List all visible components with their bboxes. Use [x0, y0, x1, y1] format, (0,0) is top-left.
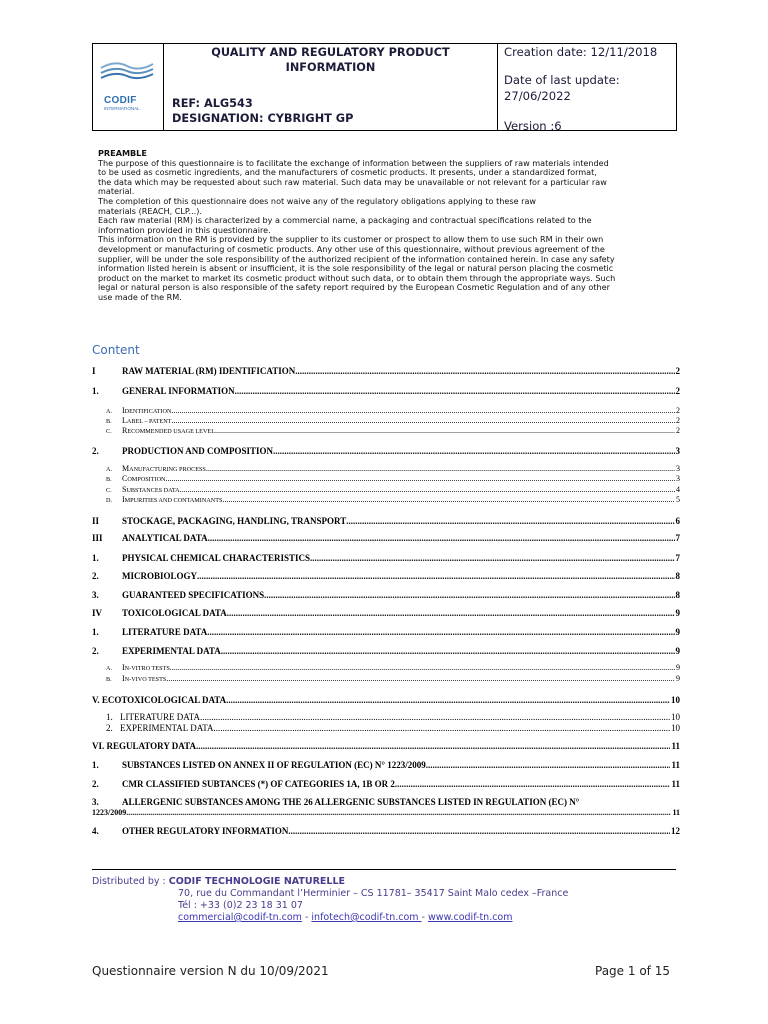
toc-leader [200, 712, 670, 722]
toc-leader [264, 590, 674, 600]
toc-number: B. [106, 476, 112, 483]
website-link[interactable]: www.codif-tn.com [428, 912, 513, 923]
toc-label: MICROBIOLOGY [122, 571, 198, 581]
distributed-by: Distributed by : CODIF TECHNOLOGIE NATURELLE [92, 876, 346, 887]
company-name: CODIF TECHNOLOGIE NATURELLE [168, 876, 346, 887]
toc-label: LITERATURE DATA [120, 712, 201, 722]
preamble-line: product on the market to market its cosmetic product without such data, or to obtain them through the appropriate ways. Such [98, 272, 616, 283]
toc-entry[interactable] [92, 712, 680, 722]
toc-page: 11 [671, 779, 680, 789]
toc-number: 3. [92, 590, 99, 600]
toc-page: 10 [671, 695, 680, 705]
toc-page: 2 [676, 406, 680, 415]
toc-page: 3 [675, 446, 680, 456]
toc-number: C. [106, 487, 112, 494]
creation-date: Creation date: 12/11/2018 [504, 45, 658, 59]
toc-label: PHYSICAL CHEMICAL CHARACTERISTICS [122, 553, 311, 563]
toc-entry[interactable] [92, 426, 680, 435]
company-address: 70, rue du Commandant l’Herminier – CS 11781– 35417 Saint Malo cedex –France [178, 888, 569, 899]
toc-page: 9 [675, 608, 680, 618]
toc-label: CMR CLASSIFIED SUBTANCES (*) OF CATEGORIES 1A, 1B OR 2 [122, 779, 395, 789]
email-infotech-link[interactable]: infotech@codif-tn.com [311, 912, 422, 923]
toc-number: III [92, 533, 103, 543]
toc-number: 4. [92, 826, 99, 836]
toc-page: 3 [676, 464, 680, 473]
toc-number: 1. [106, 712, 113, 722]
toc-number: 2. [92, 571, 99, 581]
toc-page: 9 [676, 674, 680, 683]
toc-page: 12 [671, 826, 680, 836]
toc-label: 1223/2009 [92, 808, 127, 817]
toc-number: B. [106, 418, 112, 425]
preamble-line: use made of the RM. [98, 291, 182, 302]
toc-label: ANALYTICAL DATA [122, 533, 208, 543]
toc-entry[interactable] [92, 495, 680, 504]
toc-entry-continuation[interactable] [92, 808, 680, 817]
toc-page: 2 [675, 366, 680, 376]
toc-page: 3 [676, 474, 680, 483]
toc-label: SUBSTANCES DATA [122, 485, 180, 494]
toc-entry[interactable] [92, 571, 680, 581]
toc-leader [126, 808, 671, 817]
toc-entry[interactable] [92, 533, 680, 543]
toc-number: 1. [92, 386, 99, 396]
toc-leader [288, 826, 670, 836]
toc-leader [223, 495, 676, 504]
last-update-label: Date of last update: [504, 73, 620, 87]
toc-leader [395, 779, 671, 789]
toc-entry[interactable] [92, 553, 680, 563]
preamble-line: supplier, will be under the sole responsibility of the authorized recipient of the information contained herein. In case any safety [98, 253, 615, 264]
toc-number: 2. [92, 446, 99, 456]
toc-entry[interactable] [92, 663, 680, 672]
reference-block [172, 96, 353, 126]
toc-number: 3. [92, 797, 99, 807]
preamble-line: development or manufacturing of cosmetic products. Any other use of this questionnaire, without previous agreement of the [98, 243, 605, 254]
toc-label: EXPERIMENTAL DATA [122, 646, 221, 656]
toc-number: 1. [92, 627, 99, 637]
toc-entry[interactable] [92, 723, 680, 733]
toc-entry[interactable] [92, 446, 680, 456]
toc-label: LABEL – PATENT [122, 416, 172, 425]
codif-logo [97, 58, 157, 116]
toc-leader [166, 674, 675, 683]
toc-page: 9 [676, 663, 680, 672]
contact-links: commercial@codif-tn.com - infotech@codif-tn.com - www.codif-tn.com [178, 912, 513, 923]
toc-leader [196, 741, 671, 751]
preamble-line: The purpose of this questionnaire is to facilitate the exchange of information between the suppliers of raw materials intended [98, 157, 609, 168]
toc-page: 4 [676, 485, 680, 494]
title-cell [164, 44, 498, 130]
toc-page: 10 [671, 723, 680, 733]
toc-leader [180, 485, 675, 494]
toc-page: 11 [671, 760, 680, 770]
toc-page: 6 [675, 516, 680, 526]
toc-page: 8 [675, 590, 680, 600]
toc-label: IN-VITRO TESTS [122, 663, 170, 672]
toc-leader [213, 723, 670, 733]
toc-label: IN-VIVO TESTS [122, 674, 167, 683]
toc-number: 2. [106, 723, 113, 733]
document-title: QUALITY AND REGULATORY PRODUCT INFORMATION [211, 46, 450, 74]
toc-entry[interactable] [92, 646, 680, 656]
toc-leader [170, 663, 675, 672]
preamble-line: information provided in this questionnaire. [98, 224, 271, 235]
toc-leader [166, 474, 675, 483]
toc-entry[interactable] [92, 474, 680, 483]
toc-entry[interactable] [92, 416, 680, 425]
toc-entry[interactable] [92, 386, 680, 396]
toc-entry[interactable] [92, 760, 680, 770]
page-number: Page 1 of 15 [595, 964, 670, 978]
toc-number: C. [106, 428, 112, 435]
toc-page: 9 [675, 627, 680, 637]
toc-leader [171, 406, 675, 415]
toc-leader [426, 760, 671, 770]
toc-page: 7 [675, 553, 680, 563]
toc-leader [227, 608, 675, 618]
toc-page: 2 [676, 426, 680, 435]
toc-entry[interactable] [92, 366, 680, 376]
toc-page: 10 [671, 712, 680, 722]
toc-leader [206, 464, 675, 473]
toc-label: EXPERIMENTAL DATA [120, 723, 214, 733]
toc-number: A. [106, 408, 113, 415]
toc-leader [221, 646, 675, 656]
preamble-line: to be used as cosmetic ingredients, and the manufacturers of cosmetic products. It presents, under a standardized format, [98, 167, 597, 178]
version: Version :6 [504, 119, 562, 133]
preamble-heading: PREAMBLE [98, 148, 147, 158]
last-update-value: 27/06/2022 [504, 89, 571, 103]
toc-number: IV [92, 608, 103, 618]
toc-leader [197, 571, 674, 581]
toc-number: 2. [92, 779, 99, 789]
toc-leader [235, 386, 675, 396]
toc-label: VI. REGULATORY DATA [92, 741, 196, 751]
toc-label: V. ECOTOXICOLOGICAL DATA [92, 695, 227, 705]
toc-entry[interactable] [92, 797, 680, 807]
logo-text: CODIF [104, 95, 137, 106]
preamble-line: information listed herein is absent or insufficient, it is the sole responsibility of the legal or natural person placing the cosmetic [98, 263, 614, 274]
toc-page: 2 [675, 386, 680, 396]
toc-page: 9 [675, 646, 680, 656]
toc-page: 8 [675, 571, 680, 581]
toc-entry[interactable] [92, 826, 680, 836]
toc-entry[interactable] [92, 779, 680, 789]
toc-entry[interactable] [92, 741, 680, 751]
toc-label: STOCKAGE, PACKAGING, HANDLING, TRANSPORT [122, 516, 347, 526]
toc-leader [207, 627, 674, 637]
toc-number: 2. [92, 646, 99, 656]
toc-label: IMPURITIES AND CONTAMINANTS [122, 495, 223, 504]
toc-number: D. [106, 497, 113, 504]
toc-page: 7 [675, 533, 680, 543]
preamble-line: material. [98, 186, 135, 197]
toc-leader [310, 553, 674, 563]
toc-entry[interactable] [92, 695, 680, 705]
logo-subtext: INTERNATIONAL [104, 106, 140, 111]
toc-label: LITERATURE DATA [122, 627, 208, 637]
footer-divider [92, 869, 676, 870]
toc-label: RECOMMENDED USAGE LEVEL [122, 426, 215, 435]
company-phone: Tél : +33 (0)2 23 18 31 07 [178, 900, 303, 911]
logo-cell [93, 44, 164, 130]
preamble [98, 149, 680, 303]
toc-leader [208, 533, 675, 543]
content-heading: Content [92, 343, 140, 357]
preamble-body [98, 159, 680, 303]
preamble-line: The completion of this questionnaire does not waive any of the regulatory obligations applying to these raw [98, 195, 537, 206]
toc-entry[interactable] [92, 590, 680, 600]
preamble-line: materials (REACH, CLP...). [98, 205, 202, 216]
toc-page: 5 [676, 495, 680, 504]
toc-entry[interactable] [92, 627, 680, 637]
header-table [92, 43, 677, 131]
toc-number: I [92, 366, 96, 376]
toc-number: B. [106, 676, 112, 683]
toc-entry[interactable] [92, 608, 680, 618]
toc-leader [346, 516, 674, 526]
toc-page: 11 [672, 808, 680, 817]
toc-number: 1. [92, 553, 99, 563]
toc-number: II [92, 516, 100, 526]
preamble-line: Each raw material (RM) is characterized by a commercial name, a packaging and contractual specifications related to the [98, 215, 592, 226]
preamble-line: This information on the RM is provided by the supplier to its customer or prospect to allow them to use such RM in their own [98, 234, 604, 245]
questionnaire-version: Questionnaire version N du 10/09/2021 [92, 964, 329, 978]
designation: DESIGNATION: CYBRIGHT GP [172, 112, 354, 125]
toc-entry[interactable] [92, 464, 680, 473]
toc-number: 1. [92, 760, 99, 770]
toc-entry[interactable] [92, 406, 680, 415]
toc-entry[interactable] [92, 516, 680, 526]
toc-number: A. [106, 665, 113, 672]
toc-leader [226, 695, 670, 705]
toc-page: 2 [676, 416, 680, 425]
toc-label: PRODUCTION AND COMPOSITION [122, 446, 274, 456]
toc-label: IDENTIFICATION [122, 406, 172, 415]
toc-leader [295, 366, 674, 376]
dates-cell [498, 44, 676, 133]
ref-code: REF: ALG543 [172, 97, 253, 110]
toc-leader [215, 426, 675, 435]
toc-label: MANUFACTURING PROCESS [122, 464, 206, 473]
preamble-line: legal or natural person is also responsible of the safety report required by the European Cosmetic Regulation and of any other [98, 282, 610, 293]
email-commercial-link[interactable]: commercial@codif-tn.com [178, 912, 302, 923]
toc-number: A. [106, 466, 113, 473]
toc-label: GUARANTEED SPECIFICATIONS [122, 590, 265, 600]
toc-label: ALLERGENIC SUBSTANCES AMONG THE 26 ALLERGENIC SUBSTANCES LISTED IN REGULATION (EC) N° [122, 797, 580, 807]
toc-entry[interactable] [92, 674, 680, 683]
toc-leader [171, 416, 675, 425]
toc-label: OTHER REGULATORY INFORMATION [122, 826, 289, 836]
toc-page: 11 [671, 741, 680, 751]
toc-leader [273, 446, 674, 456]
toc-label: TOXICOLOGICAL DATA [122, 608, 227, 618]
toc-entry[interactable] [92, 485, 680, 494]
toc-label: SUBSTANCES LISTED ON ANNEX II OF REGULATION (EC) N° 1223/2009 [122, 760, 426, 770]
toc-label: RAW MATERIAL (RM) IDENTIFICATION [122, 366, 296, 376]
toc-label: GENERAL INFORMATION [122, 386, 235, 396]
toc-label: COMPOSITION [122, 474, 166, 483]
preamble-line: the data which may be requested about such raw material. Such data may be unavailable or not relevant for a particular raw [98, 176, 607, 187]
